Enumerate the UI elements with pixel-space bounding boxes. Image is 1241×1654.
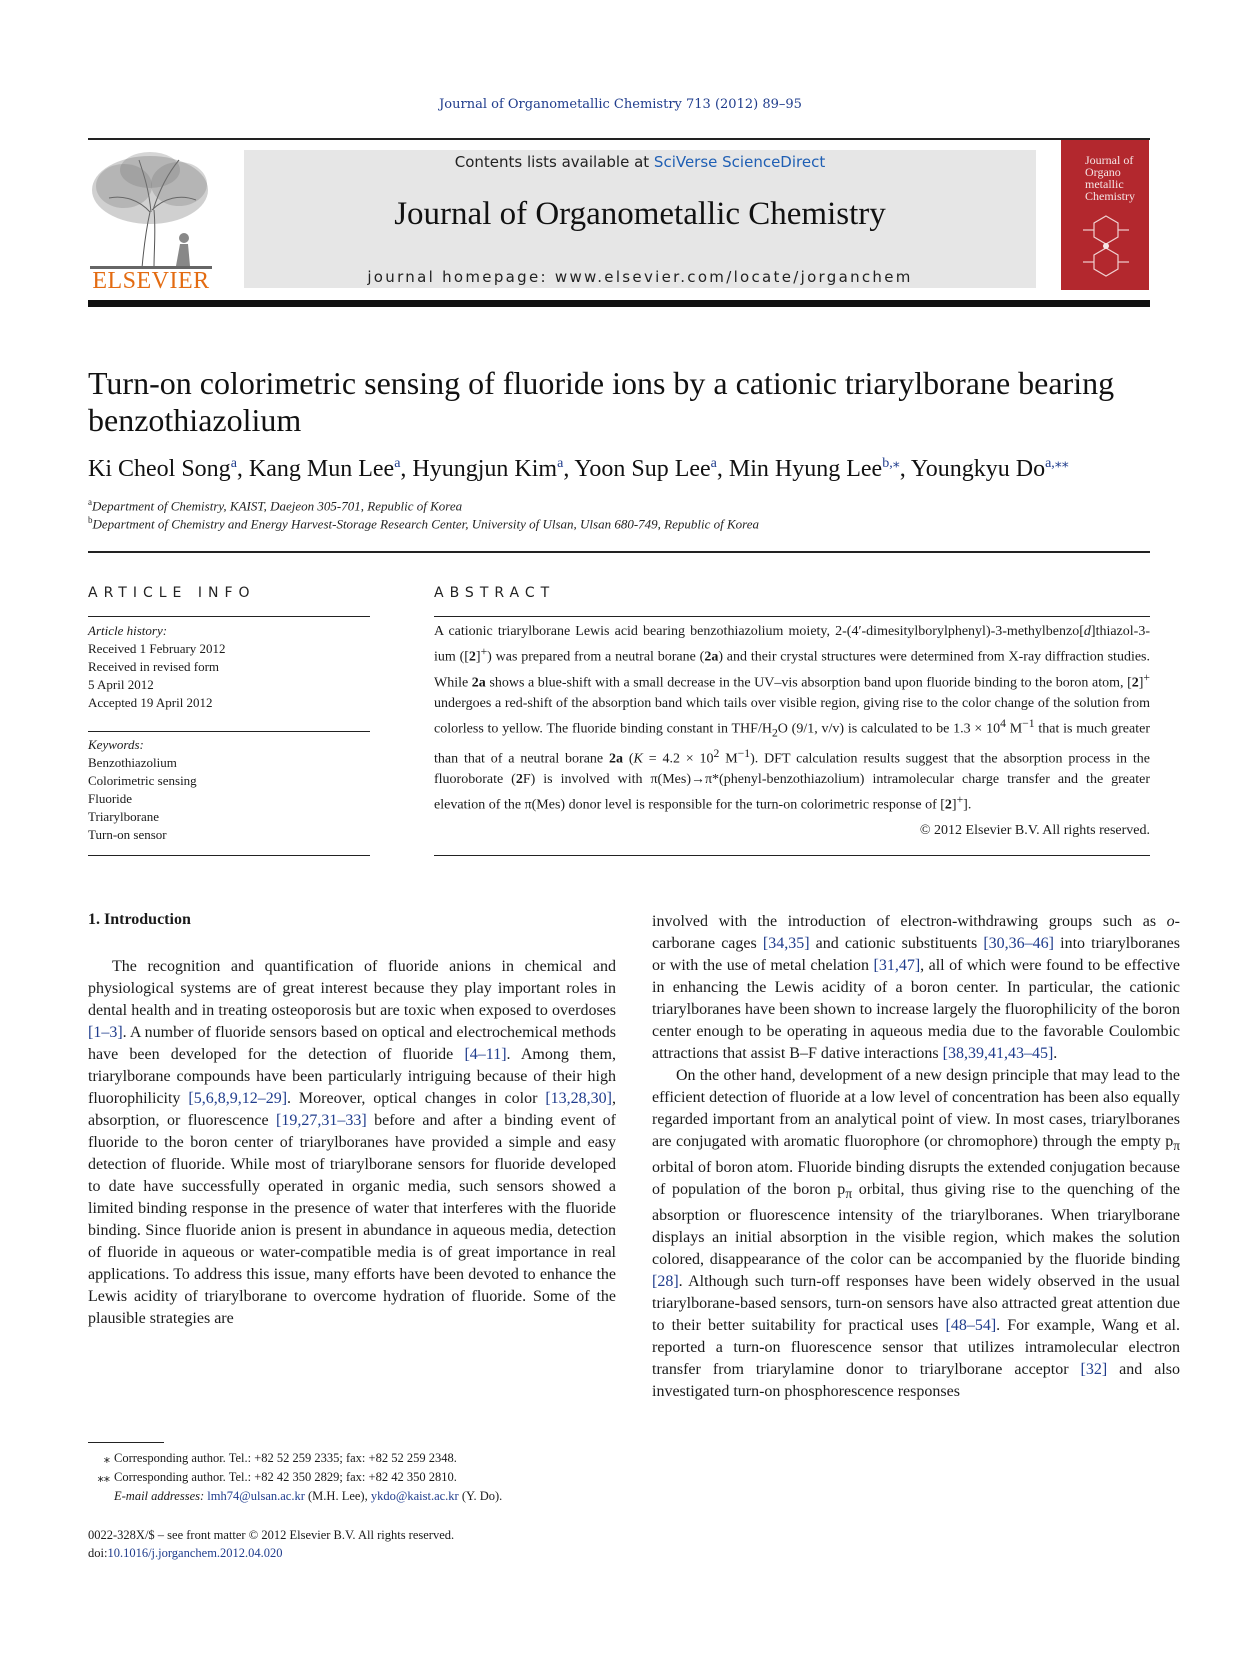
abstract-segment: shows a blue-shift with a small decrease in the UV–vis absorption band upon fluoride binding to the boron atom, [ xyxy=(485,675,1132,691)
abstract-segment: ] xyxy=(1138,675,1144,691)
issn-line: 0022-328X/$ – see front matter © 2012 Elsevier B.V. All rights reserved. xyxy=(88,1528,455,1542)
article-info-rule xyxy=(88,616,370,617)
author-name: Hyungjun Kim xyxy=(412,456,558,482)
compound-label: 2a xyxy=(471,675,486,691)
author-name: Kang Mun Lee xyxy=(248,456,395,482)
abstract-segment: = 4.2 × 10 xyxy=(642,751,714,767)
article-history xyxy=(88,622,370,712)
reference-link[interactable]: [38,39,41,43–45] xyxy=(942,1045,1054,1062)
body-text: involved with the introduction of electron-withdrawing groups such as xyxy=(652,913,1167,930)
author-name: Ki Cheol Song xyxy=(88,456,231,482)
reference-link[interactable]: [30,36–46] xyxy=(983,935,1054,952)
history-item: Received 1 February 2012 xyxy=(88,641,226,656)
section-rule xyxy=(88,551,1150,553)
author-affil-mark[interactable]: a,⁎⁎ xyxy=(1045,456,1069,471)
journal-title: Journal of Organometallic Chemistry xyxy=(394,196,886,232)
doi-label: doi: xyxy=(88,1546,108,1560)
contents-availability xyxy=(244,153,1036,171)
email-link[interactable]: ykdo@kaist.ac.kr xyxy=(370,1489,459,1503)
exponent: 4 xyxy=(1000,717,1006,731)
affiliation-text: Department of Chemistry, KAIST, Daejeon 305-701, Republic of Korea xyxy=(92,498,463,514)
cover-molecule-graphic xyxy=(1077,210,1135,280)
history-item: Accepted 19 April 2012 xyxy=(88,695,213,710)
email-owner: (M.H. Lee), xyxy=(304,1489,371,1503)
abstract-segment: M xyxy=(719,751,738,767)
history-label: Article history: xyxy=(88,623,168,638)
author-name: Min Hyung Lee xyxy=(728,456,883,482)
compound-label: 2 xyxy=(468,649,476,665)
body-column-right xyxy=(652,911,1180,1403)
front-matter xyxy=(88,1526,688,1562)
abstract-segment: A cationic triarylborane Lewis acid bearing benzothiazolium moiety, 2-(4′-dimesitylborylphenyl)-3-methylbenzo[ xyxy=(434,624,1084,639)
keyword: Colorimetric sensing xyxy=(88,773,197,788)
abstract-segment: that is much greater than that of a neutral borane xyxy=(434,721,1150,767)
body-column-left xyxy=(88,956,616,1330)
body-text: and cationic substituents xyxy=(809,935,984,952)
reference-link[interactable]: [19,27,31–33] xyxy=(276,1112,367,1129)
body-text: . Among them, triarylborane compounds have been particularly intriguing because of their high fluorophilicity xyxy=(88,1046,616,1107)
body-text: , all of which were found to be effective in enhancing the Lewis acidity of a boron center. In particular, the cationic triarylboranes have been shown to increase largely the fluorophilicity of the boron center enough to be operating in aqueous media due to the favorable Coulombic attractions that assist B–F dative interactions xyxy=(652,957,1181,1062)
history-item: Received in revised form xyxy=(88,659,220,674)
abstract-text xyxy=(434,622,1150,816)
charge-sup: + xyxy=(956,792,964,806)
keyword: Benzothiazolium xyxy=(88,755,177,770)
keyword: Turn-on sensor xyxy=(88,827,167,842)
reference-link[interactable]: [48–54] xyxy=(945,1317,997,1335)
compound-label: 2 xyxy=(944,797,952,813)
footnotes xyxy=(88,1449,648,1506)
footnote-emails xyxy=(88,1487,648,1506)
abstract-segment: undergoes a red-shift of the absorption band which tails over visible region, giving rise to the color change of the solution from colorless to yellow. The fluoride binding constant in THF/H xyxy=(434,695,1150,737)
introduction-heading: 1. Introduction xyxy=(88,911,191,928)
footnote-text: Corresponding author. Tel.: +82 42 350 2829; fax: +82 42 350 2810. xyxy=(114,1470,457,1484)
author-affil-mark[interactable]: b,⁎ xyxy=(882,456,900,471)
subscript: π xyxy=(1173,1138,1180,1154)
journal-homepage[interactable]: journal homepage: www.elsevier.com/locate/jorganchem xyxy=(367,268,913,286)
exponent: 2 xyxy=(713,746,720,760)
affiliation-a xyxy=(88,497,1148,514)
article-info-heading: ARTICLE INFO xyxy=(88,585,256,601)
journal-cover-thumbnail xyxy=(1061,140,1149,290)
affiliation-text: Department of Chemistry and Energy Harvest-Storage Research Center, University of Ulsan, Ulsan 680-749, Republic of Korea xyxy=(92,516,760,532)
intro-paragraph xyxy=(652,911,1180,1065)
author-name: Yoon Sup Lee xyxy=(574,456,711,482)
abstract-rule xyxy=(434,855,1150,856)
body-text: and also investigated turn-on phosphorescence responses xyxy=(652,1361,1181,1401)
compound-label: 2a xyxy=(609,751,623,767)
author-affil-mark[interactable]: a xyxy=(557,456,564,471)
email-label: E-mail addresses: xyxy=(114,1489,205,1503)
intro-paragraph xyxy=(88,956,616,1330)
journal-citation[interactable]: Journal of Organometallic Chemistry 713 (2012) 89–95 xyxy=(439,97,802,112)
doi-line xyxy=(88,1544,688,1562)
compound-label: 2 xyxy=(1131,675,1139,691)
reference-link[interactable]: [1–3] xyxy=(88,1024,123,1041)
abstract-segment: ]thiazol-3-ium ([ xyxy=(434,624,1150,665)
subscript: 2 xyxy=(771,726,778,740)
article-info-rule xyxy=(88,855,370,856)
body-italic: o xyxy=(1166,913,1175,930)
abstract-segment: ) was prepared from a neutral borane ( xyxy=(487,649,705,665)
body-text: into triarylboranes or with the use of metal chelation xyxy=(652,935,1180,974)
reference-link[interactable]: [32] xyxy=(1080,1361,1108,1379)
abstract-segment: M xyxy=(1005,721,1023,737)
keyword: Fluoride xyxy=(88,791,133,806)
reference-link[interactable]: [13,28,30] xyxy=(545,1090,612,1107)
author-list: Ki Cheol Song$^a$, Kang Mun Lee$^a$, Hyungjun Kim$^a$, Yoon Sup Lee$^a$, Min Hyung Lee$^{b,⁎}$, Youngkyu $Do^{a,⁎⁎}$ xyxy=(88,456,1069,482)
author-name: Youngkyu Do xyxy=(910,456,1046,482)
body-text: . For example, Wang et al. reported a turn-on fluorescence sensor that utilizes intramolecular electron transfer from triarylamine donor to triarylborane acceptor xyxy=(652,1317,1181,1379)
history-item: 5 April 2012 xyxy=(88,677,154,692)
sciencedirect-link[interactable]: SciVerse ScienceDirect xyxy=(653,153,826,171)
abstract-rule xyxy=(434,616,1150,617)
author-affil-mark[interactable]: a xyxy=(710,456,717,471)
keywords-label: Keywords: xyxy=(88,737,144,752)
abstract-segment: ) and their crystal structures were determined from X-ray diffraction studies. While xyxy=(434,649,1151,691)
footnote-mark: ⁎⁎ xyxy=(97,1470,110,1484)
affiliation-mark: b xyxy=(88,515,93,525)
abstract-copyright: © 2012 Elsevier B.V. All rights reserved. xyxy=(919,823,1150,838)
contents-prefix: Contents lists available at xyxy=(454,153,654,171)
compound-label: 2a xyxy=(704,649,719,665)
email-owner: (Y. Do). xyxy=(458,1489,503,1503)
charge-sup: + xyxy=(1143,671,1150,685)
affiliation-mark: a xyxy=(88,497,92,507)
keyword: Triarylborane xyxy=(88,809,160,824)
abstract-italic: d xyxy=(1083,624,1091,639)
keywords-block xyxy=(88,736,370,844)
body-text: . A number of fluoride sensors based on optical and electrochemical methods have been developed for the detection of fluoride xyxy=(88,1024,616,1063)
reference-link[interactable]: [34,35] xyxy=(762,935,810,952)
abstract-heading: ABSTRACT xyxy=(434,585,556,601)
body-text: . Although such turn-off responses have been widely observed in the usual triarylborane-based sensors, turn-on sensors have also attracted great attention due to their better suitability for practical uses xyxy=(652,1273,1180,1335)
affiliation-b xyxy=(88,515,1148,532)
exponent: −1 xyxy=(1022,717,1035,731)
exponent: −1 xyxy=(737,746,751,760)
body-text: . xyxy=(1053,1045,1058,1062)
reference-link[interactable]: [31,47] xyxy=(873,957,921,974)
author-affil-mark[interactable]: a xyxy=(394,456,401,471)
abstract-segment: ). DFT calculation results suggest that the absorption process in the fluoroborate ( xyxy=(434,751,1150,787)
footnote-corresponding-2 xyxy=(88,1468,648,1487)
abstract-segment: ( xyxy=(623,751,634,767)
footnote-mark: ⁎ xyxy=(103,1451,110,1465)
charge-sup: + xyxy=(480,645,488,659)
abstract-segment: ] xyxy=(951,797,957,813)
intro-paragraph xyxy=(652,1065,1180,1403)
elsevier-wordmark: ELSEVIER xyxy=(92,268,210,294)
body-text: On the other hand, development of a new design principle that may lead to the efficient detection of fluoride at a low level of concentration has been also equally regarded important from an analytical point of view. In most cases, triarylboranes are conjugated with aromatic fluorophore (or chromophore) through the empty p xyxy=(652,1067,1180,1150)
reference-link[interactable]: [4–11] xyxy=(464,1046,507,1063)
abstract-segment: O (9/1, v/v) is calculated to be 1.3 × 10 xyxy=(777,721,1001,737)
reference-link[interactable]: [5,6,8,9,12–29] xyxy=(188,1090,288,1107)
body-text: before and after a binding event of fluoride to the boron center of triarylboranes have provided a simple and easy detection of fluoride. While most of triarylborane sensors for fluoride developed to date have successfully operated in organic media, such sensors showed a limited binding response in the presence of water that interferes with the fluoride binding. Since fluoride anion is present in abundance in aqueous media, detection of fluoride in aqueous or water-compatible media is of great importance in real applications. To address this issue, many efforts have been devoted to enhance the Lewis acidity of triarylborane to overcome hydration of fluoride. Some of the plausible strategies are xyxy=(88,1112,616,1327)
body-text: orbital of boron atom. Fluoride binding disrupts the extended conjugation because of population of the boron p xyxy=(652,1159,1180,1199)
reference-link[interactable]: [28] xyxy=(652,1273,679,1291)
compound-label: 2 xyxy=(515,771,523,787)
header-rule-bottom xyxy=(88,300,1150,307)
footnote-rule xyxy=(88,1442,164,1443)
email-link[interactable]: lmh74@ulsan.ac.kr xyxy=(207,1489,305,1503)
body-text: orbital, thus giving rise to the quenching of the absorption or fluorescence intensity of the triarylboranes. When triarylborane displays an initial absorption in the visible region, which makes the solution colored, disappearance of the color can be accompanied by the fluoride binding xyxy=(652,1181,1180,1269)
body-text: . Moreover, optical changes in color xyxy=(287,1090,546,1107)
body-text: -carborane cages xyxy=(652,913,1180,952)
cover-title: Journal of Organo metallic Chemistry xyxy=(1085,153,1135,203)
body-text: , absorption, or fluorescence xyxy=(88,1090,616,1129)
abstract-segment: F) is involved with π(Mes)→π*(phenyl-benzothiazolium) intramolecular charge transfer and the greater elevation of the π(Mes) donor level is responsible for the turn-on colorimetric response of [ xyxy=(434,771,1150,813)
abstract-italic: K xyxy=(633,751,643,767)
subscript: π xyxy=(845,1186,853,1202)
author-affil-mark[interactable]: a xyxy=(230,456,237,471)
abstract-segment: ]. xyxy=(963,797,972,813)
footnote-text: Corresponding author. Tel.: +82 52 259 2335; fax: +82 52 259 2348. xyxy=(114,1451,457,1465)
article-info-rule xyxy=(88,731,370,732)
header-rule-top xyxy=(88,138,1150,140)
doi-link[interactable]: 10.1016/j.jorganchem.2012.04.020 xyxy=(107,1546,283,1560)
body-text: The recognition and quantification of fluoride anions in chemical and physiological systems are of great interest because they play important roles in dental health and in treating osteoporosis but are toxic when exposed to overdoses xyxy=(88,958,616,1019)
article-title: Turn-on colorimetric sensing of fluoride ions by a cationic triarylborane bearing benzothiazolium xyxy=(88,365,1115,438)
footnote-corresponding-1 xyxy=(88,1449,648,1468)
abstract-segment: ] xyxy=(475,649,481,665)
